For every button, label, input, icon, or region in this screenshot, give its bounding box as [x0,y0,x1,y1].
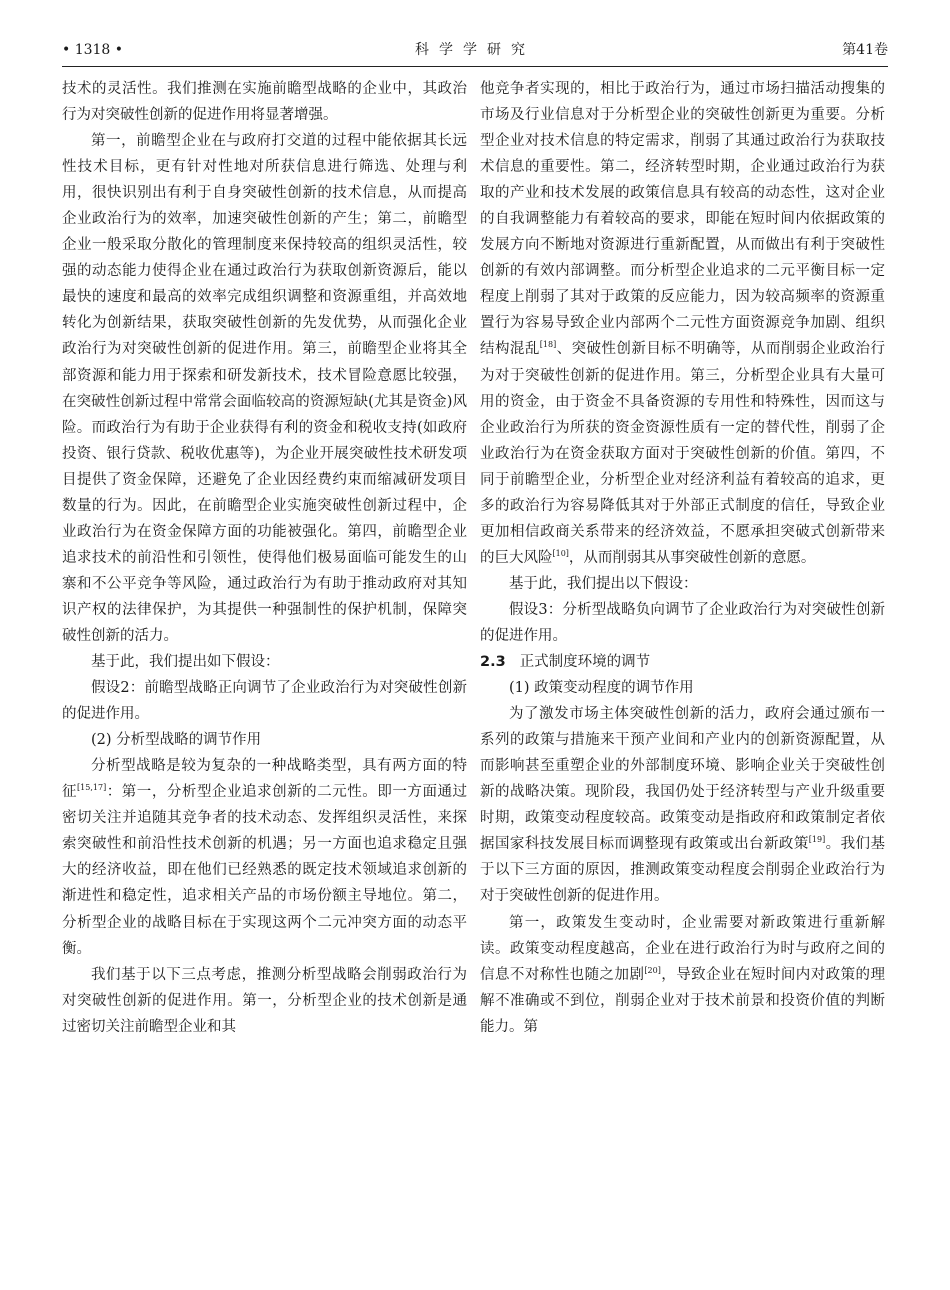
paragraph: 分析型战略是较为复杂的一种战略类型，具有两方面的特征[15,17]：第一，分析型企业追求创新的二元性。即一方面通过密切关注并追随其竞争者的技术动态、发挥组织灵活性，来探索突破性和前沿性技术创新的机遇；另一方面也追求稳定且强大的经济收益，即在他们已经熟悉的既定技术领域追求创新的渐进性和稳定性，追求相关产品的市场份额主导地位。第二，分析型企业的战略目标在于实现这两个二元冲突方面的动态平衡。 [62,758,468,957]
paragraph: 第一，前瞻型企业在与政府打交道的过程中能依据其长远性技术目标，更有针对性地对所获信息进行筛选、处理与利用，很快识别出有利于自身突破性创新的技术信息，从而提高企业政治行为的效率，加速突破性创新的产生；第二，前瞻型企业一般采取分散化的管理制度来保持较高的组织灵活性，较强的动态能力使得企业在通过政治行为获取创新资源后，能以最快的速度和最高的效率完成组织调整和资源重组，并高效地转化为创新结果，获取突破性创新的先发优势，从而强化企业政治行为对突破性创新的促进作用。第三，前瞻型企业将其全部资源和能力用于探索和研发新技术，技术冒险意愿比较强，在突破性创新过程中常常会面临较高的资源短缺(尤其是资金)风险。而政治行为有助于企业获得有利的资金和税收支持(如政府投资、银行贷款、税收优惠等)，为企业开展突破性技术研发项目提供了资金保障，还避免了企业因经费约束而缩减研发项目数量的行为。因此，在前瞻型企业实施突破性创新过程中，企业政治行为在资金保障方面的功能被强化。第四，前瞻型企业追求技术的前沿性和引领性，使得他们极易面临可能发生的山寨和不公平竞争等风险，通过政治行为有助于推动政府对其知识产权的法律保护，为其提供一种强制性的保护机制，保障突破性创新的活力。 [62,133,467,644]
page-header [62,38,888,67]
section-number: 2.3 [480,654,506,671]
citation: [18] [539,340,557,350]
paragraph: 基于此，我们提出如下假设： [91,654,280,671]
paragraph: 技术的灵活性。我们推测在实施前瞻型战略的企业中，其政治行为对突破性创新的促进作用将显著增强。 [62,81,467,124]
paragraph: 为了激发市场主体突破性创新的活力，政府会通过颁布一系列的政策与措施来干预产业间和产业内的创新资源配置，从而影响甚至重塑企业的外部制度环境、影响企业关于突破性创新的战略决策。现阶段，我国仍处于经济转型与产业升级重要时期，政策变动程度较高。政策变动是指政府和政策制定者依据国家科技发展目标而调整现有政策或出台新政策[19]。我们基于以下三方面的原因，推测政策变动程度会削弱企业政治行为对于突破性创新的促进作用。 [480,706,885,905]
hypothesis-3: 假设3：分析型战略负向调节了企业政治行为对突破性创新的促进作用。 [480,601,885,644]
section-title: 正式制度环境的调节 [519,654,651,671]
citation: [20] [644,965,661,975]
right-column [480,76,885,1040]
paragraph: 我们基于以下三点考虑，推测分析型战略会削弱政治行为对突破性创新的促进作用。第一，分析型企业的技术创新是通过密切关注前瞻型企业和其 [62,966,467,1035]
subsection-heading: (2) 分析型战略的调节作用 [91,732,262,749]
page-number: • 1318 • [62,42,124,58]
citation: [10] [552,548,569,558]
paragraph: 他竞争者实现的，相比于政治行为，通过市场扫描活动搜集的市场及行业信息对于分析型企业的突破性创新更为重要。分析型企业对技术信息的特定需求，削弱了其通过政治行为获取技术信息的重要性。第二，经济转型时期，企业通过政治行为获取的产业和技术发展的政策信息具有较高的动态性，这对企业的自我调整能力有着较高的要求，即能在短时间内依据政策的发展方向不断地对资源进行重新配置，从而做出有利于突破性创新的有效内部调整。而分析型企业追求的二元平衡目标一定程度上削弱了其对于政策的反应能力，因为较高频率的资源重置行为容易导致企业内部两个二元性方面资源竞争加剧、组织结构混乱[18]、突破性创新目标不明确等，从而削弱企业政治行为对于突破性创新的促进作用。第三，分析型企业具有大量可用的资金，由于资金不具备资源的专用性和特殊性，因而这与企业政治行为所获的资金资源性质有一定的替代性，削弱了企业政治行为在资金获取方面对于突破性创新的价值。第四，不同于前瞻型企业，分析型企业对经济利益有着较高的追求，更多的政治行为容易降低其对于外部正式制度的信任，导致企业更加相信政商关系带来的经济效益，不愿承担突破式创新带来的巨大风险[10]，从而削弱其从事突破性创新的意愿。 [480,81,885,566]
subsection-heading: (1) 政策变动程度的调节作用 [509,680,694,697]
citation: [15,17] [77,783,107,793]
paragraph: 基于此，我们提出以下假设： [509,575,698,592]
journal-title: 科学学研究 [415,42,535,58]
volume-label: 第41卷 [842,42,888,58]
left-column [62,76,467,1040]
paragraph: 第一，政策发生变动时，企业需要对新政策进行重新解读。政策变动程度越高，企业在进行政治行为时与政府之间的信息不对称性也随之加剧[20]，导致企业在短时间内对政策的理解不准确或不到位，削弱企业对于技术前景和投资价值的判断能力。第 [480,914,886,1035]
section-heading [480,649,885,675]
hypothesis-2: 假设2：前瞻型战略正向调节了企业政治行为对突破性创新的促进作用。 [62,680,467,723]
citation: [19] [808,835,826,845]
